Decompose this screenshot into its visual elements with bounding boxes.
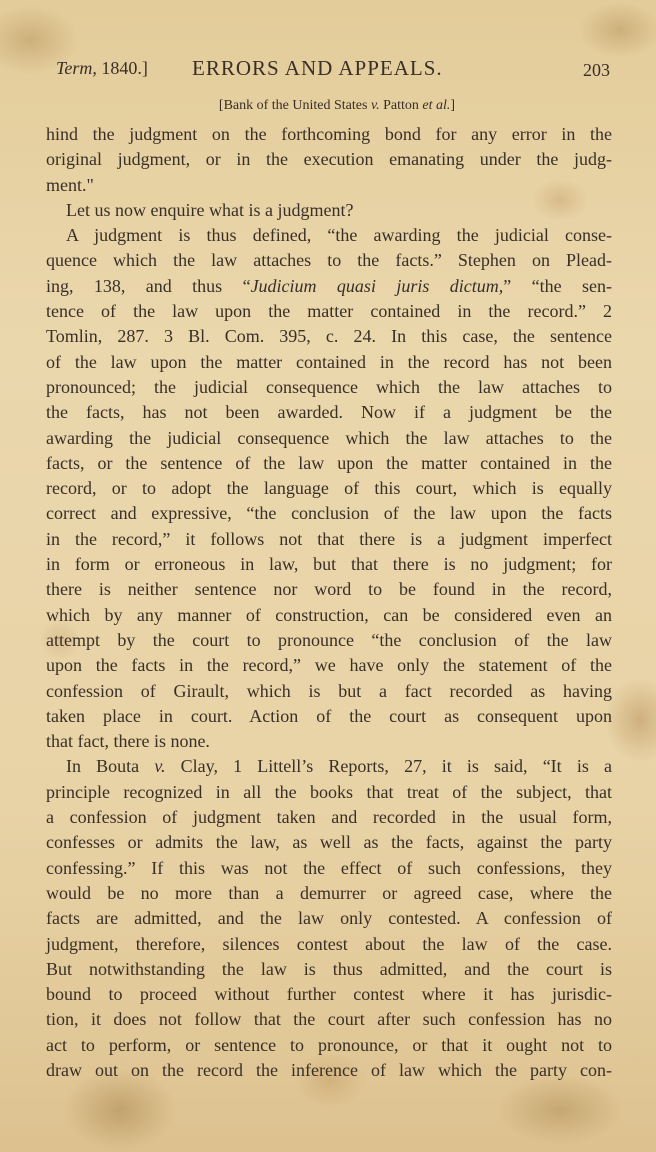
- text-segment: awarding the judicial consequence which the law attaches to the: [46, 427, 612, 448]
- text-line: [46, 122, 612, 147]
- page-title: ERRORS AND APPEALS.: [192, 56, 443, 80]
- text-segment: original judgment, or in the execution emanating under the judg-: [46, 149, 612, 170]
- case-caption: [0, 98, 656, 114]
- text-line: [46, 906, 612, 931]
- text-segment: hind the judgment on the forthcoming bond for any error in the: [46, 124, 612, 144]
- text-segment: In Bouta: [66, 756, 155, 777]
- term-year: 1840.]: [96, 58, 148, 78]
- text-line: [46, 375, 612, 400]
- text-line: [46, 679, 612, 704]
- case-caption-mid: Patton: [379, 98, 423, 113]
- text-line: [46, 628, 612, 653]
- text-line: [46, 274, 612, 299]
- text-line: [46, 982, 612, 1007]
- text-segment: act to perform, or sentence to pronounce, or that it ought not to: [46, 1034, 612, 1055]
- text-segment: of the law upon the matter contained in the record has not been: [46, 351, 612, 372]
- case-caption-open: [Bank of the United States: [218, 98, 371, 113]
- case-caption-close: ]: [450, 98, 456, 113]
- text-segment: draw out on the record the inference of law which the party con-: [46, 1059, 612, 1080]
- body-text: [46, 122, 612, 1083]
- text-line: [46, 932, 612, 957]
- case-caption-v: v.: [370, 98, 380, 113]
- text-segment: facts are admitted, and the law only contested. A confession of: [46, 908, 612, 929]
- case-caption-et-al: et al.: [422, 98, 451, 113]
- text-line: [46, 780, 612, 805]
- text-line: [46, 426, 612, 451]
- text-line: [46, 603, 612, 628]
- text-segment: confessing.” If this was not the effect of such confessions, they: [46, 857, 612, 878]
- text-line: [46, 729, 612, 754]
- text-line: [46, 400, 612, 425]
- text-line: [46, 223, 612, 248]
- text-segment: v.: [154, 756, 166, 777]
- text-segment: in form or erroneous in law, but that there is no judgment; for: [46, 554, 612, 575]
- text-segment: ” “the sen-: [503, 275, 612, 296]
- text-line: [46, 856, 612, 881]
- text-line: [46, 350, 612, 375]
- text-segment: tion, it does not follow that the court after such confession has no: [46, 1009, 612, 1030]
- text-line: [46, 248, 612, 273]
- text-line: [46, 173, 612, 198]
- text-segment: taken place in court. Action of the court as consequent upon: [46, 705, 612, 726]
- text-segment: record, or to adopt the language of this court, which is equally: [46, 478, 612, 499]
- text-line: [46, 451, 612, 476]
- text-segment: judgment, therefore, silences contest about the law of the case.: [46, 933, 612, 954]
- text-segment: attempt by the court to pronounce “the conclusion of the law: [46, 629, 612, 650]
- text-segment: that fact, there is none.: [46, 731, 210, 752]
- text-segment: Clay, 1 Littell’s Reports, 27, it is said, “It is a: [165, 756, 612, 777]
- text-segment: ing, 138, and thus “: [46, 275, 251, 296]
- text-line: [46, 754, 612, 779]
- text-line: [46, 299, 612, 324]
- text-line: [46, 577, 612, 602]
- term-word: Term,: [56, 58, 97, 78]
- text-segment: a confession of judgment taken and recorded in the usual form,: [46, 807, 612, 828]
- text-segment: Let us now enquire what is a judgment?: [66, 199, 354, 220]
- text-line: [46, 830, 612, 855]
- text-line: [46, 1033, 612, 1058]
- text-line: [46, 653, 612, 678]
- text-line: [46, 324, 612, 349]
- running-header: [56, 56, 610, 86]
- term-label: [56, 58, 148, 79]
- text-segment: facts, or the sentence of the law upon the matter contained in the: [46, 452, 612, 473]
- text-segment: Tomlin, 287. 3 Bl. Com. 395, c. 24. In this case, the sentence: [46, 326, 612, 347]
- text-segment: principle recognized in all the books that treat of the subject, that: [46, 781, 612, 802]
- text-segment: there is neither sentence nor word to be found in the record,: [46, 579, 612, 600]
- text-line: [46, 1058, 612, 1083]
- text-line: [46, 552, 612, 577]
- text-line: [46, 805, 612, 830]
- text-line: [46, 198, 612, 223]
- text-segment: upon the facts in the record,” we have only the statement of the: [46, 655, 612, 676]
- text-line: [46, 1007, 612, 1032]
- text-line: [46, 957, 612, 982]
- text-segment: A judgment is thus defined, “the awarding the judicial conse-: [66, 225, 612, 246]
- text-line: [46, 501, 612, 526]
- text-segment: in the record,” it follows not that there is a judgment imperfect: [46, 528, 612, 549]
- page-number: 203: [583, 60, 610, 80]
- text-segment: confession of Girault, which is but a fact recorded as having: [46, 680, 612, 701]
- text-line: [46, 147, 612, 172]
- text-segment: quence which the law attaches to the facts.” Stephen on Plead-: [46, 250, 612, 271]
- text-segment: bound to proceed without further contest where it has jurisdic-: [46, 984, 612, 1005]
- text-segment: Judicium quasi juris dictum,: [250, 275, 504, 296]
- text-segment: pronounced; the judicial consequence which the law attaches to: [46, 376, 612, 397]
- text-segment: tence of the law upon the matter contained in the record.” 2: [46, 301, 612, 322]
- text-line: [46, 704, 612, 729]
- text-segment: correct and expressive, “the conclusion of the law upon the facts: [46, 503, 612, 524]
- text-segment: the facts, has not been awarded. Now if a judgment be the: [46, 402, 612, 423]
- text-segment: ment.": [46, 174, 94, 195]
- text-line: [46, 881, 612, 906]
- text-segment: confesses or admits the law, as well as the facts, against the party: [46, 832, 612, 853]
- text-line: [46, 527, 612, 552]
- text-line: [46, 476, 612, 501]
- text-segment: which by any manner of construction, can be considered even an: [46, 604, 612, 625]
- text-segment: But notwithstanding the law is thus admitted, and the court is: [46, 958, 612, 979]
- text-segment: would be no more than a demurrer or agreed case, where the: [46, 882, 612, 903]
